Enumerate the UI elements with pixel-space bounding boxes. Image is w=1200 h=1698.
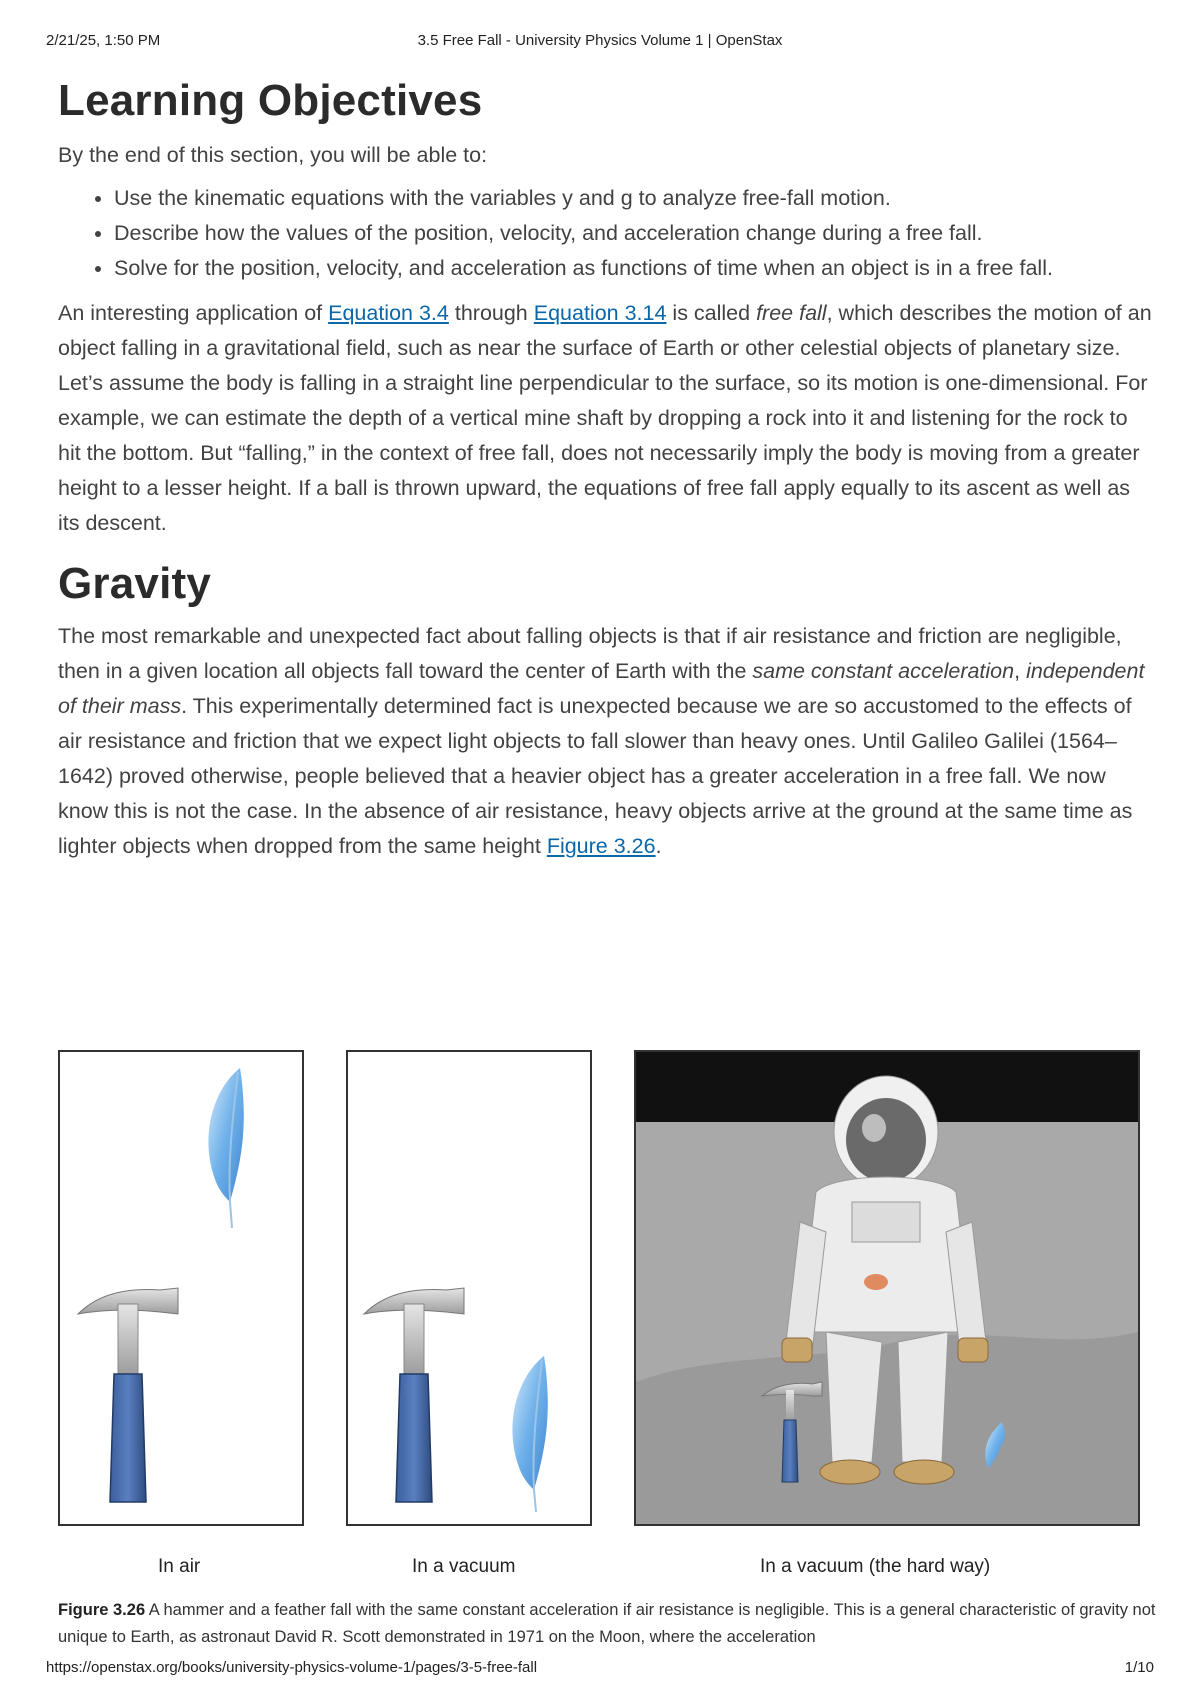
hammer-icon xyxy=(364,1288,464,1502)
equation-3-14-link[interactable]: Equation 3.14 xyxy=(533,301,667,325)
text: . This experimentally determined fact is unexpected because we are so accustomed to the effects of air resistance and friction that we expect light objects to fall slower than heavy ones. Until Galileo Galilei (1564–1642) proved otherwise, people believed that a heavier object has a greater acceleration in a free fall. We now know this is not the case. In the absence of air resistance, heavy objects arrive at the ground at the same time as lighter objects when dropped from the same height xyxy=(58,694,1133,858)
text: , which describes the motion of an object falling in a gravitational field, such as near the surface of Earth or other celestial objects of planetary size. Let’s assume the body is falling in a straight line perpendicular to the surface, so its motion is one-dimensional. For example, we can estimate the depth of a vertical mine shaft by dropping a rock into it and listening for the rock to hit the bottom. But “falling,” in the context of free fall, does not necessarily imply the body is moving from a greater height to a lesser height. If a ball is thrown upward, the equations of free fall apply equally to its ascent as well as its descent. xyxy=(58,301,1152,535)
term-same-constant-acceleration: same constant acceleration xyxy=(752,659,1015,683)
text: , xyxy=(1014,659,1027,683)
hammer-feather-in-vacuum-illustration xyxy=(348,1052,590,1524)
figure-panel-in-vacuum xyxy=(346,1050,592,1526)
text: is called xyxy=(666,301,757,325)
objective-item: • Use the kinematic equations with the variables y and g to analyze free-fall motion. xyxy=(114,181,1154,216)
text: . xyxy=(655,834,662,858)
free-fall-intro-paragraph xyxy=(58,296,1154,541)
objective-item: • Describe how the values of the position, velocity, and acceleration change during a free fall. xyxy=(114,216,1154,251)
feather-icon xyxy=(512,1356,547,1512)
equation-3-4-link[interactable]: Equation 3.4 xyxy=(328,301,449,325)
figure-caption xyxy=(58,1597,1158,1651)
figure-caption-text: A hammer and a feather fall with the same constant acceleration if air resistance is negligible. This is a general characteristic of gravity not unique to Earth, as astronaut David R. Scott demonstrated in 1971 on the Moon, where the acceleration xyxy=(58,1601,1156,1646)
figure-label-in-vacuum: In a vacuum xyxy=(412,1556,516,1577)
figure-3-26-link[interactable]: Figure 3.26 xyxy=(546,834,656,858)
print-page-number: 1/10 xyxy=(1124,1659,1154,1676)
figure-label-in-air: In air xyxy=(158,1556,201,1577)
print-datetime: 2/21/25, 1:50 PM xyxy=(46,32,161,49)
text: The most remarkable and unexpected fact about falling objects is that if air resistance and friction are negligible, then in a given location all objects fall toward the center of Earth with the xyxy=(58,624,1122,683)
gravity-heading: Gravity xyxy=(58,559,212,608)
figure-panel-moon xyxy=(634,1050,1140,1526)
objective-item: • Solve for the position, velocity, and acceleration as functions of time when an object is in a free fall. xyxy=(114,251,1154,286)
objectives-intro: By the end of this section, you will be able to: xyxy=(58,143,488,167)
gravity-paragraph xyxy=(58,619,1156,864)
objectives-list xyxy=(58,181,1154,286)
term-free-fall: free fall xyxy=(756,301,827,325)
text: An interesting application of xyxy=(58,301,329,325)
print-footer xyxy=(0,1659,1200,1679)
learning-objectives-heading: Learning Objectives xyxy=(58,76,483,125)
figure-panel-in-air xyxy=(58,1050,304,1526)
figure-label-hard-way: In a vacuum (the hard way) xyxy=(760,1556,991,1577)
astronaut-on-moon-illustration xyxy=(636,1052,1138,1524)
text: through xyxy=(448,301,534,325)
print-header xyxy=(0,32,1200,52)
term-independent-of-mass: independent of their mass xyxy=(58,659,1145,718)
main-content xyxy=(58,76,1154,864)
feather-icon xyxy=(208,1068,243,1228)
figure-caption-label: Figure 3.26 xyxy=(58,1601,146,1619)
hammer-feather-in-air-illustration xyxy=(60,1052,302,1524)
hammer-icon xyxy=(78,1288,178,1502)
print-page-title: 3.5 Free Fall - University Physics Volume 1 | OpenStax xyxy=(417,32,783,49)
print-url: https://openstax.org/books/university-physics-volume-1/pages/3-5-free-fall xyxy=(46,1659,538,1676)
